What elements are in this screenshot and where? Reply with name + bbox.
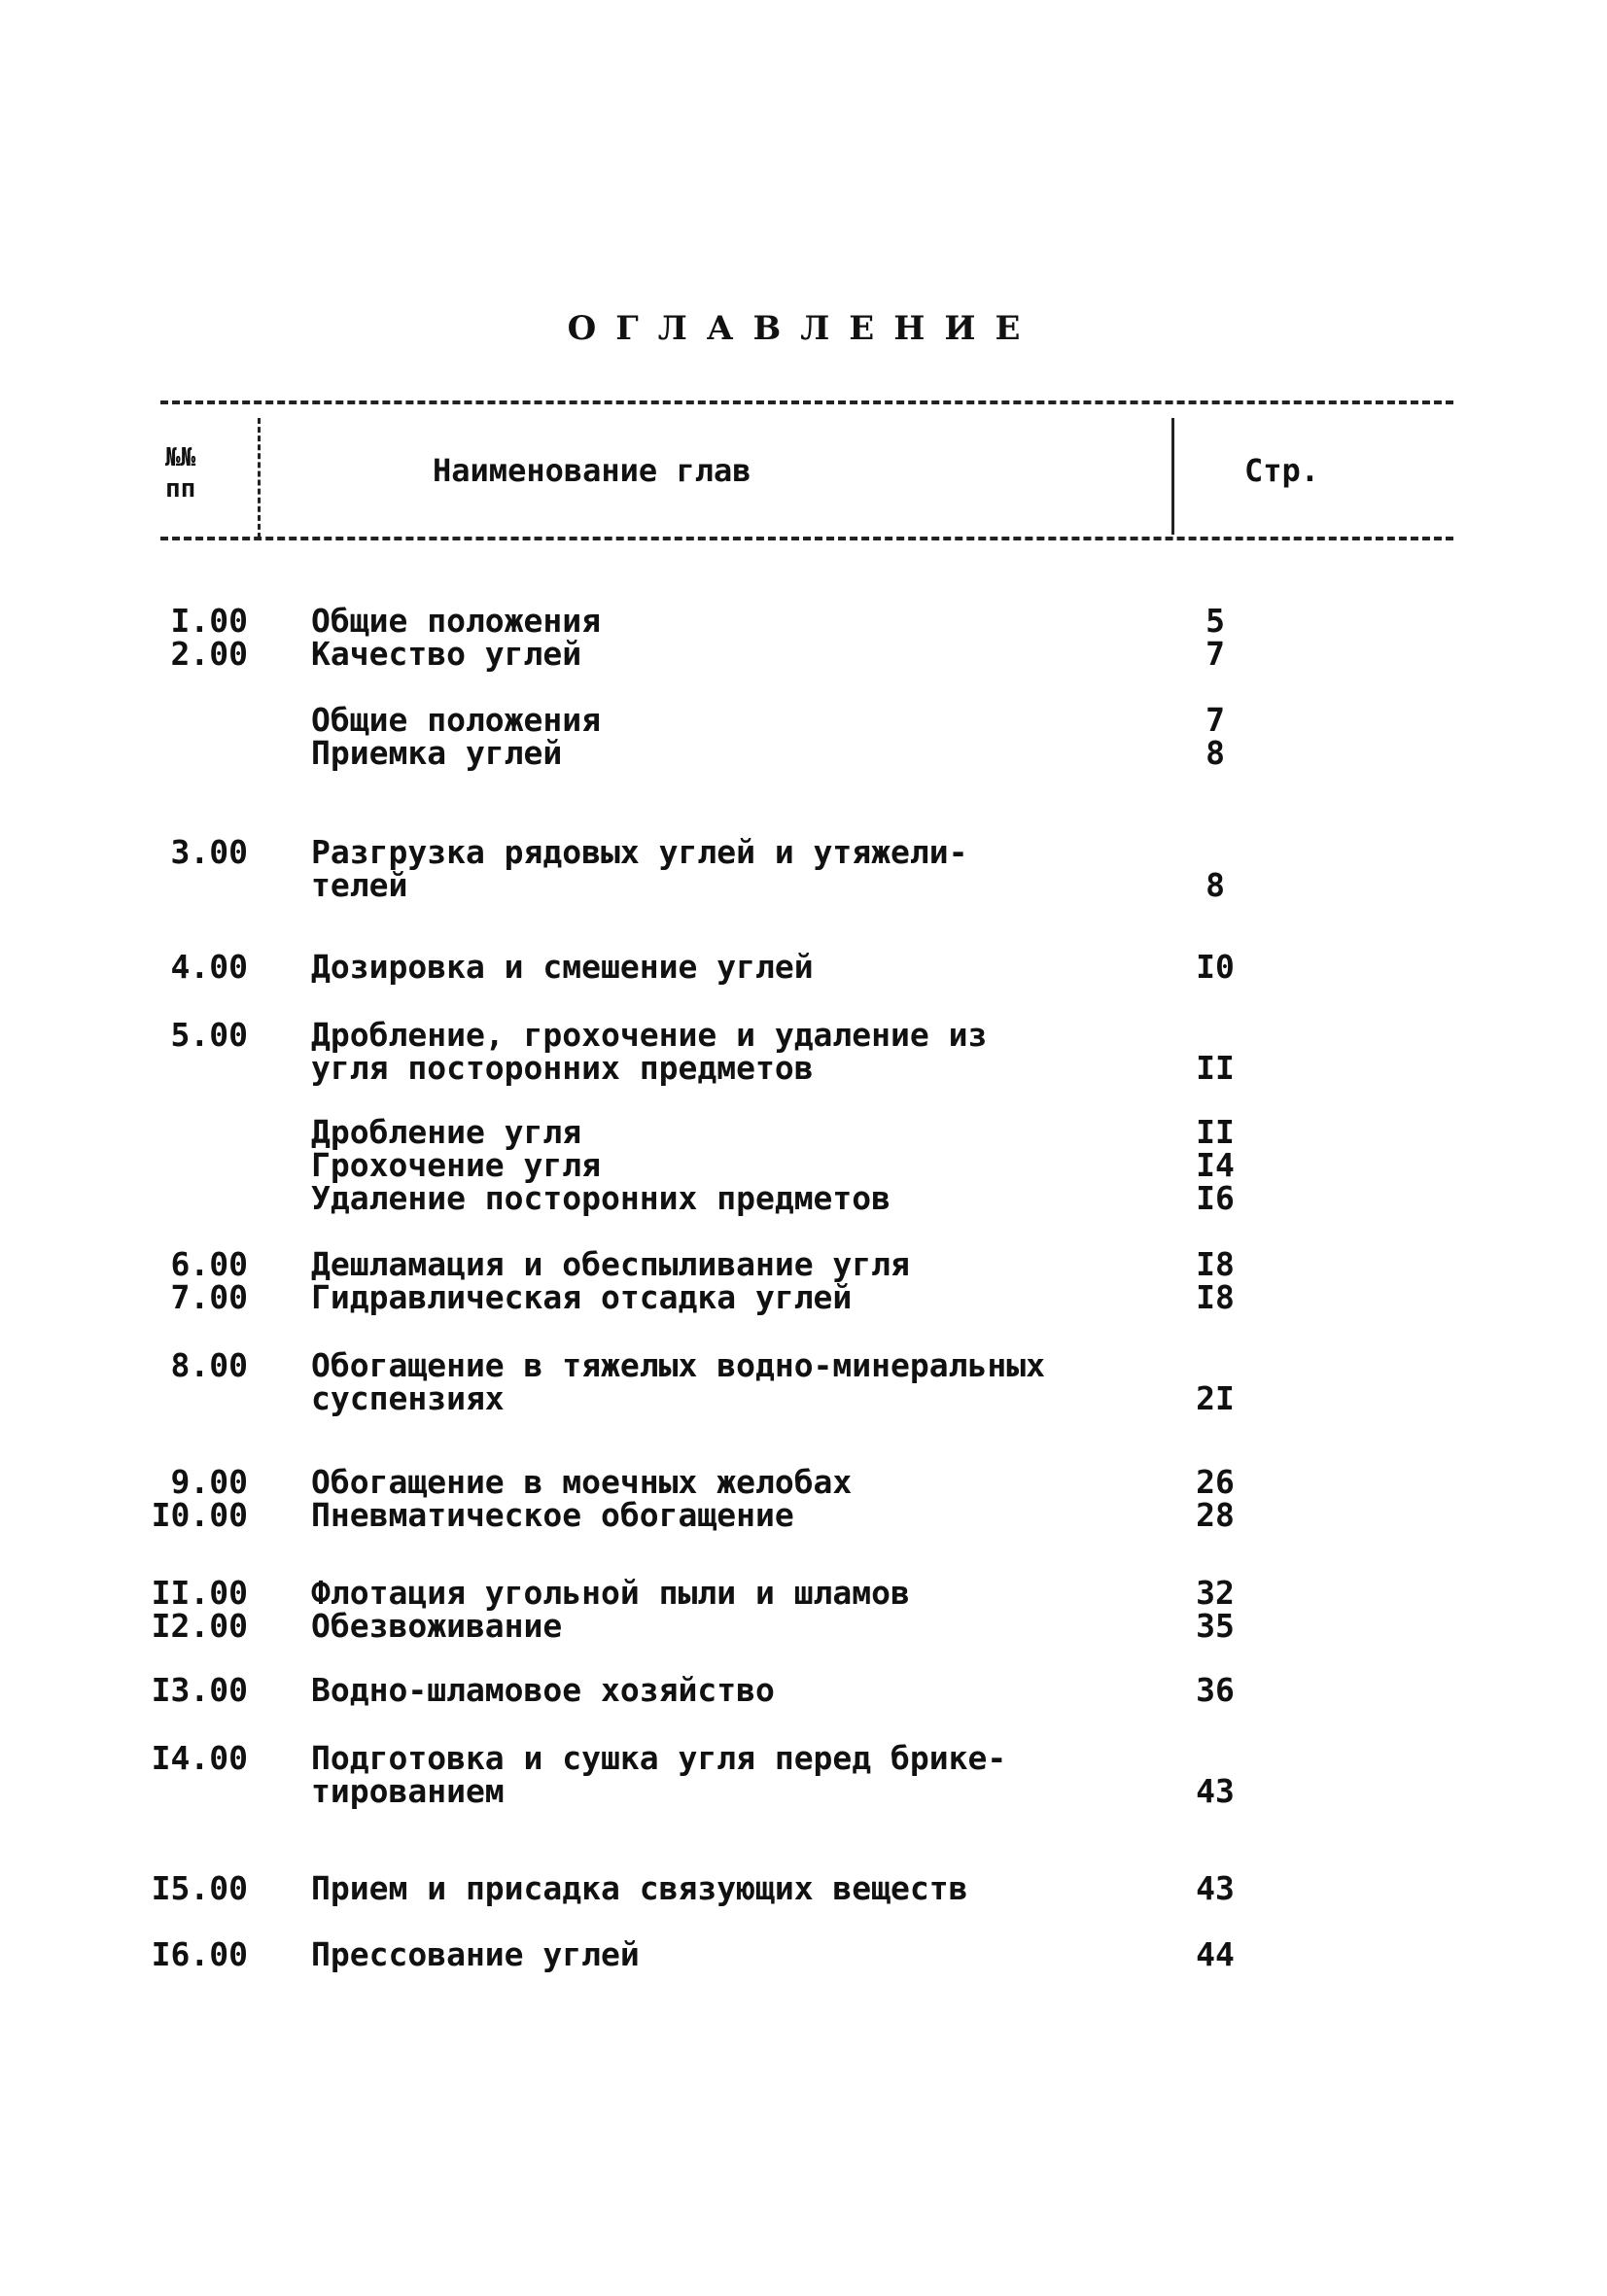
entry-title: Дешламация и обеспыливание угля — [311, 1245, 910, 1283]
entry-page: I4 — [1196, 1146, 1235, 1184]
entry-title: Пневматическое обогащение — [311, 1496, 794, 1534]
entry-page: 8 — [1205, 866, 1225, 904]
entry-title-line1: Обогащение в тяжелых водно-минеральных — [311, 1346, 1045, 1384]
entry-title: Удаление посторонних предметов — [311, 1179, 891, 1217]
entry-number: I0.00 — [151, 1496, 248, 1534]
entry-number: I6.00 — [151, 1935, 248, 1973]
entry-number: I3.00 — [151, 1671, 248, 1709]
entry-page: II — [1196, 1049, 1235, 1087]
entry-page: I8 — [1196, 1278, 1235, 1316]
entry-title: Прессование углей — [311, 1935, 640, 1973]
entry-number: 8.00 — [170, 1346, 248, 1384]
entry-number: II.00 — [151, 1574, 248, 1612]
entry-page: II — [1196, 1113, 1235, 1151]
entry-page: I8 — [1196, 1245, 1235, 1283]
entry-number: I5.00 — [151, 1869, 248, 1907]
entry-title-line2: тированием — [311, 1772, 505, 1810]
entry-title-line2: угля посторонних предметов — [311, 1049, 814, 1087]
header-number: №№ пп — [165, 443, 196, 504]
entry-title: Качество углей — [311, 635, 582, 673]
entry-page: 35 — [1196, 1607, 1235, 1645]
entry-title: Прием и присадка связующих веществ — [311, 1869, 968, 1907]
entry-title-line2: суспензиях — [311, 1379, 505, 1417]
entry-title: Обогащение в моечных желобах — [311, 1463, 853, 1501]
entry-page: 2I — [1196, 1379, 1235, 1417]
entry-number: 4.00 — [170, 948, 248, 986]
entry-page: 43 — [1196, 1772, 1235, 1810]
entry-title: Гидравлическая отсадка углей — [311, 1278, 853, 1316]
entry-page: 5 — [1205, 602, 1225, 640]
entry-number: 5.00 — [170, 1016, 248, 1054]
entry-title: Водно-шламовое хозяйство — [311, 1671, 775, 1709]
entry-page: 32 — [1196, 1574, 1235, 1612]
entry-title-line1: Разгрузка рядовых углей и утяжели- — [311, 833, 968, 871]
entry-title: Флотация угольной пыли и шламов — [311, 1574, 910, 1612]
header-top-rule — [160, 400, 1453, 404]
entry-page: 26 — [1196, 1463, 1235, 1501]
entry-number: I4.00 — [151, 1739, 248, 1777]
header-divider-right — [1171, 418, 1174, 535]
entry-page: 7 — [1205, 635, 1225, 673]
entry-title: Общие положения — [311, 701, 602, 739]
entry-page: 36 — [1196, 1671, 1235, 1709]
entry-number: I2.00 — [151, 1607, 248, 1645]
entry-title: Грохочение угля — [311, 1146, 602, 1184]
entry-number: 2.00 — [170, 635, 248, 673]
entry-page: 8 — [1205, 734, 1225, 772]
header-page: Стр. — [1244, 452, 1320, 489]
entry-title: Дробление угля — [311, 1113, 582, 1151]
entry-number: I.00 — [170, 602, 248, 640]
entry-number: 7.00 — [170, 1278, 248, 1316]
entry-title-line1: Дробление, грохочение и удаление из — [311, 1016, 988, 1054]
entry-page: 44 — [1196, 1935, 1235, 1973]
entry-title: Обезвоживание — [311, 1607, 563, 1645]
entry-page: 43 — [1196, 1869, 1235, 1907]
header-divider-left — [258, 418, 261, 539]
entry-number: 3.00 — [170, 833, 248, 871]
entry-title: Общие положения — [311, 602, 602, 640]
header-bottom-rule — [160, 537, 1453, 540]
entry-title-line2: телей — [311, 866, 408, 904]
header-name: Наименование глав — [433, 452, 751, 489]
entry-title-line1: Подготовка и сушка угля перед брике- — [311, 1739, 1007, 1777]
entry-number: 9.00 — [170, 1463, 248, 1501]
page-title: ОГЛАВЛЕНИЕ — [567, 309, 1040, 348]
entry-page: 7 — [1205, 701, 1225, 739]
entry-number: 6.00 — [170, 1245, 248, 1283]
entry-page: 28 — [1196, 1496, 1235, 1534]
entry-title: Приемка углей — [311, 734, 563, 772]
entry-title: Дозировка и смешение углей — [311, 948, 814, 986]
entry-page: I0 — [1196, 948, 1235, 986]
entry-page: I6 — [1196, 1179, 1235, 1217]
